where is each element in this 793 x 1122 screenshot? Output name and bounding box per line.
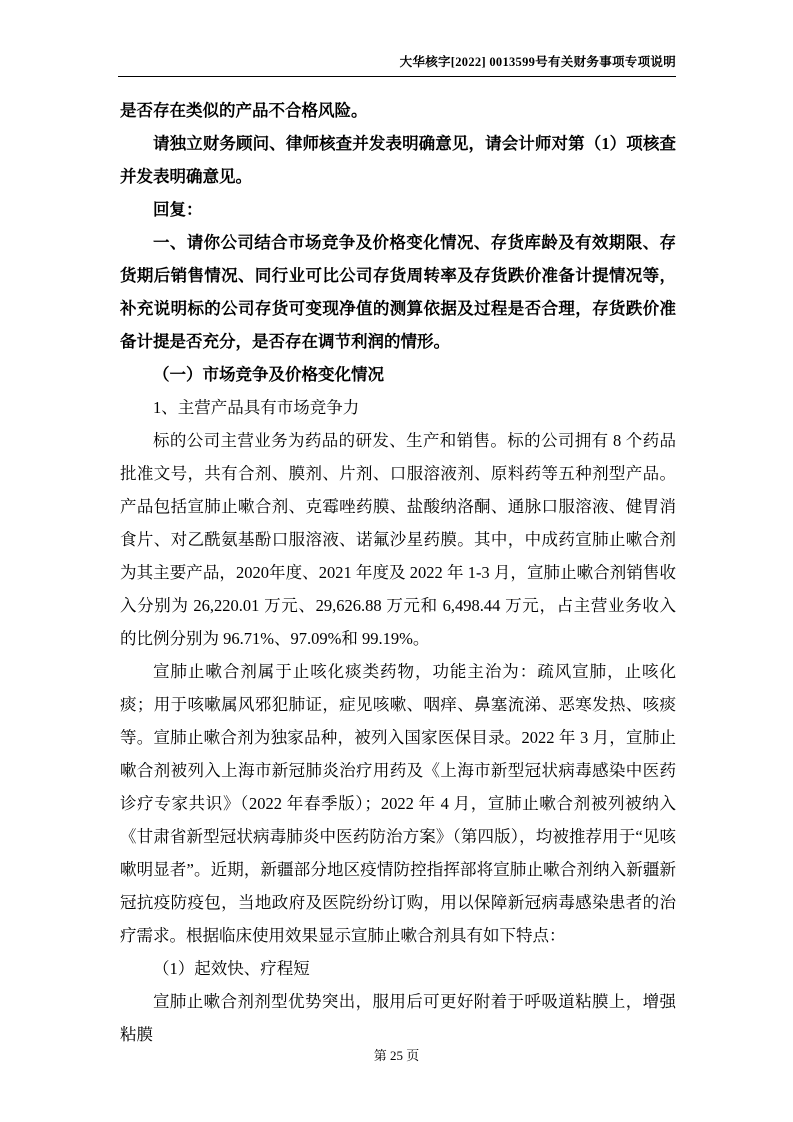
document-body xyxy=(120,94,676,1051)
heading-subsection-1: 1、主营产品具有市场竞争力 xyxy=(153,398,360,417)
paragraph-main-business: 标的公司主营业务为药品的研发、生产和销售。标的公司拥有 8 个药品批准文号，共有合剂、膜剂、片剂、口服溶液剂、原料药等五种剂型产品。产品包括宣肺止嗽合剂、克霉唑药膜、盐酸纳洛酮、通脉口服溶液、健胃消食片、对乙酰氨基酚口服溶液、诺氟沙星药膜。其中，中成药宣肺止嗽合剂为其主要产品，2020年度、2021 年度及 2022 年 1-3 月，宣肺止嗽合剂销售收入分别为 26,220.01 万元、29,626.88 万元和 6,498.44 万元，占主营业务收入的比例分别为 96.71%、97.09%和 99.19%。 xyxy=(120,431,676,648)
heading-feature-1: （1）起效快、疗程短 xyxy=(153,959,310,978)
heading-section-one: （一）市场竞争及价格变化情况 xyxy=(153,365,384,384)
paragraph-feature-detail: 宣肺止嗽合剂剂型优势突出，服用后可更好附着于呼吸道粘膜上，增强粘膜 xyxy=(120,992,676,1044)
paragraph-continuation: 是否存在类似的产品不合格风险。 xyxy=(120,101,368,120)
paragraph-question-one: 一、请你公司结合市场竞争及价格变化情况、存货库龄及有效期限、存货期后销售情况、同行业可比公司存货周转率及存货跌价准备计提情况等，补充说明标的公司存货可变现净值的测算依据及过程是否合理，存货跌价准备计提是否充分，是否存在调节利润的情形。 xyxy=(120,233,676,351)
page-number: 第 25 页 xyxy=(373,1048,420,1063)
paragraph-product-description: 宣肺止嗽合剂属于止咳化痰类药物，功能主治为：疏风宣肺，止咳化痰；用于咳嗽属风邪犯肺证，症见咳嗽、咽痒、鼻塞流涕、恶寒发热、咳痰等。宣肺止嗽合剂为独家品种，被列入国家医保目录。2022 年 3 月，宣肺止嗽合剂被列入上海市新冠肺炎治疗用药及《上海市新型冠状病毒感染中医药诊疗专家共识》（2022 年春季版）；2022 年 4 月，宣肺止嗽合剂被列被纳入《甘肃省新型冠状病毒肺炎中医药防治方案》（第四版），均被推荐用于“见咳嗽明显者”。近期，新疆部分地区疫情防控指挥部将宣肺止嗽合剂纳入新疆新冠抗疫防疫包，当地政府及医院纷纷订购，用以保障新冠病毒感染患者的治疗需求。根据临床使用效果显示宣肺止嗽合剂具有如下特点： xyxy=(120,662,676,945)
document-header: 大华核字[2022] 0013599号有关财务事项专项说明 xyxy=(118,52,676,77)
paragraph-question-note: 请独立财务顾问、律师核查并发表明确意见，请会计师对第（1）项核查并发表明确意见。 xyxy=(120,134,676,186)
paragraph-reply-label: 回复： xyxy=(153,200,203,219)
